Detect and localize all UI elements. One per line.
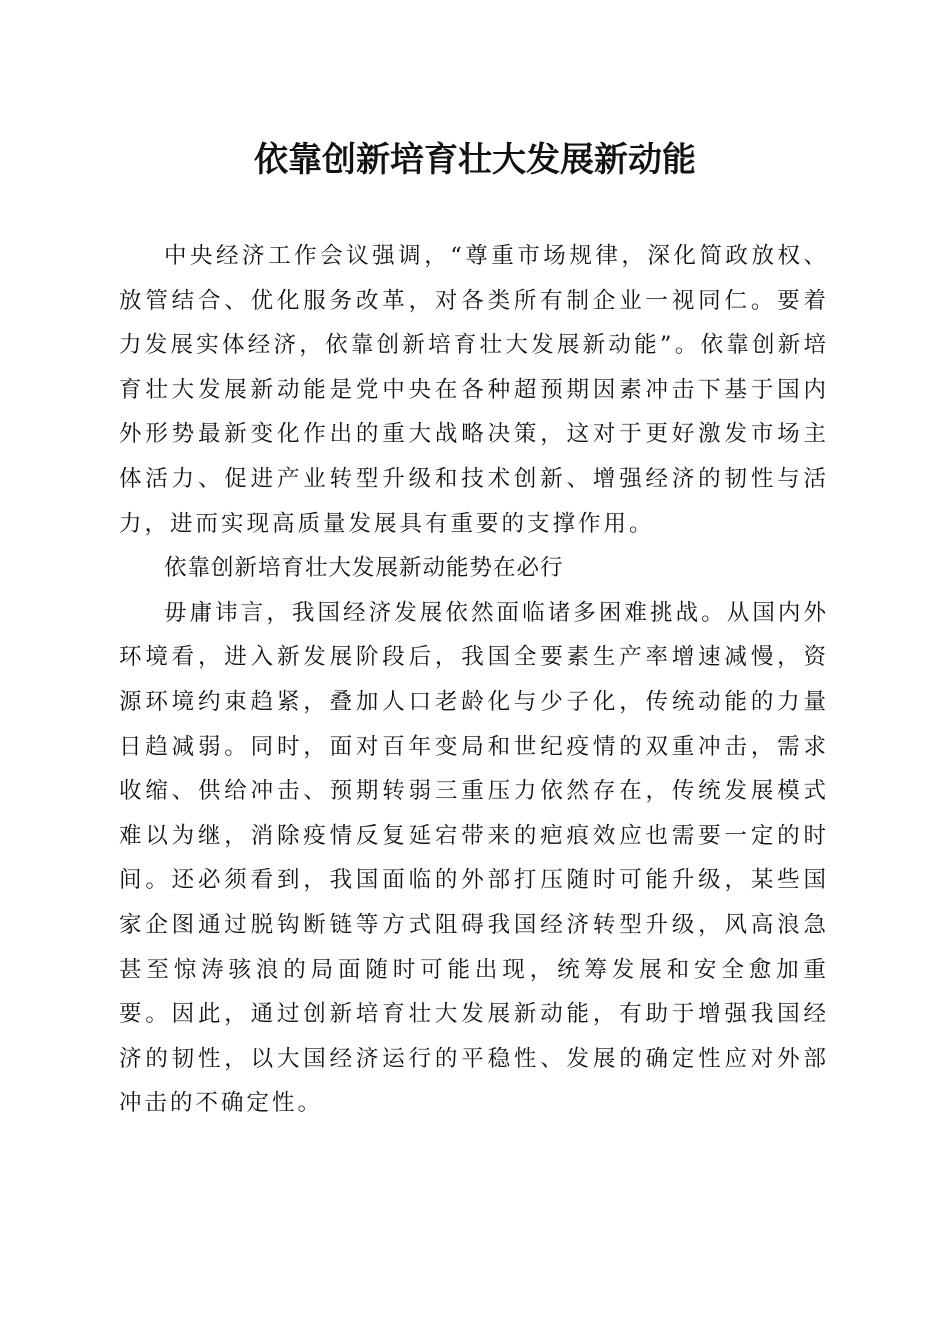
section-paragraph: 毋庸讳言，我国经济发展依然面临诸多困难挑战。从国内外环境看，进入新发展阶段后，我国全要素生产率增速减慢，资源环境约束趋紧，叠加人口老龄化与少子化，传统动能的力量日趋减弱。同时，面对百年变局和世纪疫情的双重冲击，需求收缩、供给冲击、预期转弱三重压力依然存在，传统发展模式难以为继，消除疫情反复延宕带来的疤痕效应也需要一定的时间。还必须看到，我国面临的外部打压随时可能升级，某些国家企图通过脱钩断链等方式阻碍我国经济转型升级，风高浪急甚至惊涛骇浪的局面随时可能出现，统筹发展和安全愈加重要。因此，通过创新培育壮大发展新动能，有助于增强我国经济的韧性，以大国经济运行的平稳性、发展的确定性应对外部冲击的不确定性。 [119, 599, 829, 1117]
intro-paragraph: 中央经济工作会议强调，“尊重市场规律，深化简政放权、放管结合、优化服务改革，对各类所有制企业一视同仁。要着力发展实体经济，依靠创新培育壮大发展新动能”。依靠创新培育壮大发展新动能是党中央在各种超预期因素冲击下基于国内外形势最新变化作出的重大战略决策，这对于更好激发市场主体活力、促进产业转型升级和技术创新、增强经济的韧性与活力，进而实现高质量发展具有重要的支撑作用。 [119, 243, 829, 537]
document-title: 依靠创新培育壮大发展新动能 [254, 140, 696, 180]
document-body [119, 234, 829, 1126]
section-subheading: 依靠创新培育壮大发展新动能势在必行 [164, 555, 564, 582]
